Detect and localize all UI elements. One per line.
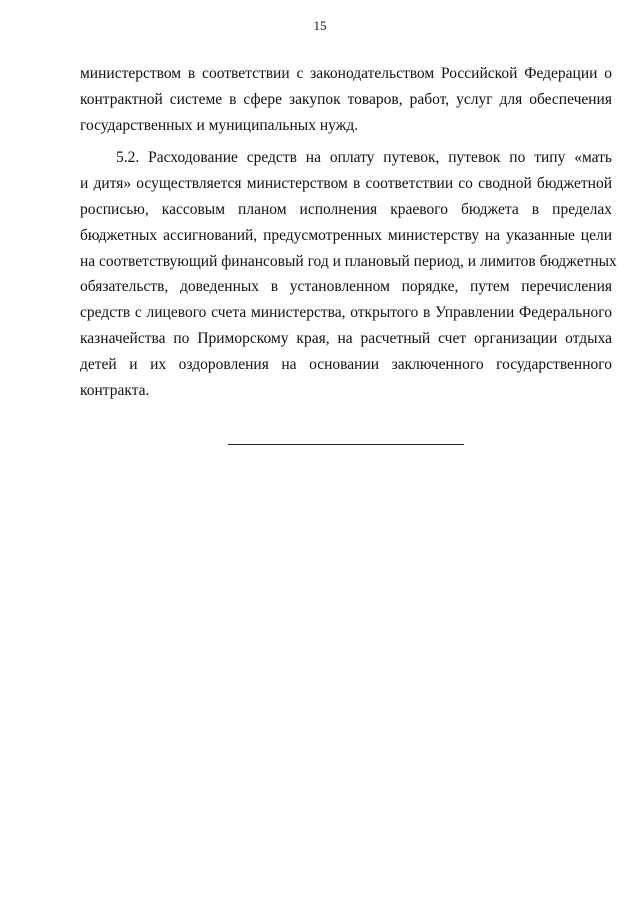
end-separator-line	[228, 444, 464, 445]
text-line: министерством в соответствии с законодательством Российской Федерации о	[80, 65, 612, 82]
page-number: 15	[313, 18, 327, 33]
text-line: государственных и муниципальных нужд.	[80, 116, 359, 134]
text-line: обязательств, доведенных в установленном порядке, путем перечисления	[80, 278, 612, 296]
text-line: росписью, кассовым планом исполнения краевого бюджета в пределах	[80, 200, 612, 218]
text-line: 5.2. Расходование средств на оплату путевок, путевок по типу «мать	[116, 149, 612, 167]
text-line: на соответствующий финансовый год и плановый период, и лимитов бюджетных	[80, 252, 617, 270]
text-line: и дитя» осуществляется министерством в соответствии со сводной бюджетной	[80, 175, 612, 193]
text-line: контракта.	[80, 381, 150, 399]
body-text	[80, 61, 617, 403]
text-line: казначейства по Приморскому края, на расчетный счет организации отдыха	[80, 329, 612, 347]
text-line: средств с лицевого счета министерства, открытого в Управлении Федерального	[80, 304, 612, 322]
text-line: контрактной системе в сфере закупок товаров, работ, услуг для обеспечения	[80, 90, 612, 108]
paragraph-1	[80, 61, 612, 138]
text-line: детей и их оздоровления на основании заключенного государственного	[80, 355, 612, 373]
paragraph-2	[80, 145, 617, 403]
text-line: бюджетных ассигнований, предусмотренных министерству на указанные цели	[80, 226, 612, 244]
